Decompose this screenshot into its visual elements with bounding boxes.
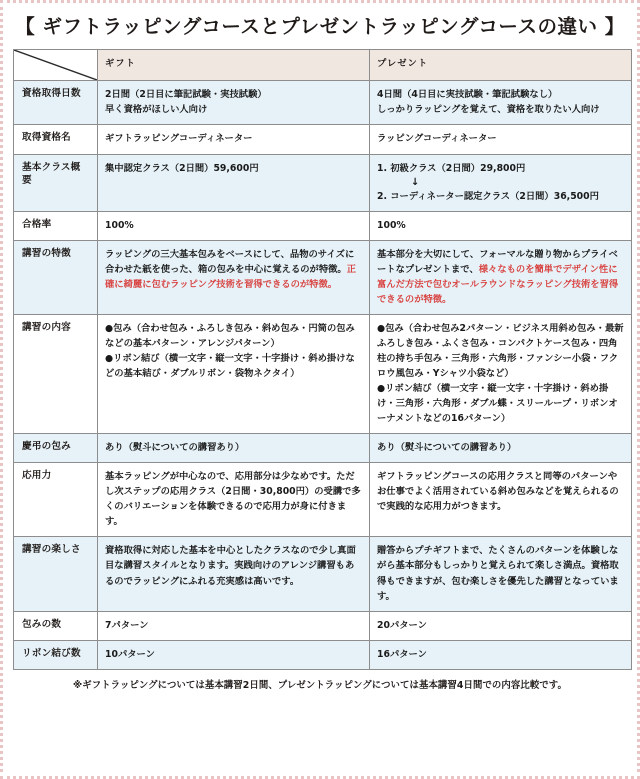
row-label: 包みの数 [14,611,98,640]
table-row [14,211,632,240]
cell-gift [98,81,370,125]
table-row [14,434,632,463]
cell-text: 20パターン [377,619,427,631]
column-header-gift: ギフト [98,50,370,81]
cell-text: 基本ラッピングが中心なので、応用部分は少なめです。ただし次ステップの応用クラス（2日間・30,800円）の受講で多くのバリエーションを体験できるので応用力が身に付きます。 [105,471,361,528]
cell-present [370,314,632,433]
cell-text: ●包み（合わせ包み2パターン・ビジネス用斜め包み・最新ふろしき包み・ふくさ包み・コンパクトケース包み・四角柱の持ち手包み・三角形・六角形・ファンシー小袋・フクロウ風包み・Yシャツ小袋など） [377,322,624,379]
table-row [14,537,632,611]
cell-gift [98,240,370,314]
cell-gift [98,434,370,463]
cell-text: 集中認定クラス（2日間）59,600円 [105,162,259,174]
table-row [14,611,632,640]
cell-present [370,611,632,640]
cell-text: 7パターン [105,619,149,631]
cell-text: 4日間（4日目に実技試験・筆記試験なし） [377,89,558,101]
table-row [14,125,632,154]
cell-gift [98,611,370,640]
cell-present [370,81,632,125]
cell-text: 16パターン [377,648,427,660]
row-label: 講習の特徴 [14,240,98,314]
row-label: 慶弔の包み [14,434,98,463]
cell-present [370,125,632,154]
course-comparison-table [13,49,632,669]
cell-gift [98,537,370,611]
cell-text: 基本部分を大切にして、フォーマルな贈り物からプライベートなプレゼントまで、様々なものを簡単でデザイン性に富んだ方法で包むオールラウンドなラッピング技術を習得できるのが特徴。 [377,248,619,305]
cell-text: 2. コーディネーター認定クラス（2日間）36,500円 [377,190,599,202]
row-label: 基本クラス概要 [14,154,98,211]
cell-text: 2日間（2日目に筆記試験・実技試験） [105,89,267,101]
cell-gift [98,640,370,669]
highlighted-text: 様々なものを簡単でデザイン性に富んだ方法で包むオールラウンドなラッピング技術を習得できるのが特徴。 [377,263,619,305]
row-label: リボン結び数 [14,640,98,669]
table-header-row [14,50,632,81]
table-row [14,154,632,211]
cell-text: あり（熨斗についての講習あり） [377,442,517,454]
cell-text: 早く資格がほしい人向け [105,104,208,116]
row-label: 資格取得日数 [14,81,98,125]
down-arrow-icon: ↓ [411,176,420,188]
cell-gift [98,154,370,211]
cell-present [370,154,632,211]
cell-present [370,537,632,611]
page-title: 【 ギフトラッピングコースとプレゼントラッピングコースの違い 】 [15,15,625,38]
row-label: 合格率 [14,211,98,240]
footnote: ※ギフトラッピングについては基本講習2日間、プレゼントラッピングについては基本講習4日間での内容比較です。 [73,679,567,691]
cell-text: 資格取得に対応した基本を中心としたクラスなので少し真面目な講習スタイルとなります。実践向けのアレンジ講習もあるのでラッピングにふれる充実感は高いです。 [105,545,356,587]
cell-text: 100% [377,219,406,231]
cell-present [370,463,632,537]
cell-gift [98,211,370,240]
cell-text: あり（熨斗についての講習あり） [105,442,245,454]
highlighted-text: 正確に綺麗に包むラッピング技術を習得できるのが特徴。 [105,263,357,290]
cell-text: ●リボン結び（横一文字・縦一文字・十字掛け・斜め掛けなどの基本結び・ダブルリボン・袋物ネクタイ） [105,352,355,379]
cell-text: 100% [105,219,134,231]
table-header [14,50,632,81]
diagonal-corner-cell [14,50,98,81]
table-row [14,240,632,314]
cell-text: 10パターン [105,648,155,660]
cell-present [370,240,632,314]
cell-text: ギフトラッピングコーディネーター [105,133,253,145]
cell-text: 贈答からプチギフトまで、たくさんのパターンを体験しながら基本部分もしっかりと覚えられて楽しさ満点。資格取得もできますが、包む楽しさを優先した講習となっています。 [377,545,619,602]
table-row [14,640,632,669]
cell-gift [98,125,370,154]
table-row [14,463,632,537]
cell-present [370,640,632,669]
cell-present [370,211,632,240]
cell-text: ●包み（合わせ包み・ふろしき包み・斜め包み・円筒の包みなどの基本パターン・アレンジパターン） [105,322,355,349]
row-label: 応用力 [14,463,98,537]
column-header-present: プレゼント [370,50,632,81]
table-row [14,81,632,125]
cell-text: ●リボン結び（横一文字・縦一文字・十字掛け・斜め掛け・三角形・六角形・ダブル蝶・スリーループ・リボンオーナメントなどの16パターン） [377,383,618,425]
cell-text: 1. 初級クラス（2日間）29,800円 [377,162,526,174]
cell-text: ギフトラッピングコースの応用クラスと同等のパターンやお仕事でよく活用されている斜め包みなどを覚えられるので実践的な応用力がつきます。 [377,471,619,513]
cell-gift [98,314,370,433]
cell-text: しっかりラッピングを覚えて、資格を取りたい人向け [377,104,600,116]
row-label: 取得資格名 [14,125,98,154]
diagonal-slash-icon [14,50,97,80]
cell-present [370,434,632,463]
table-row [14,314,632,433]
cell-text: ラッピングの三大基本包みをベースにして、品物のサイズに合わせた紙を使った、箱の包みを中心に覚えるのが特徴。正確に綺麗に包むラッピング技術を習得できるのが特徴。 [105,248,357,290]
cell-text: ラッピングコーディネーター [377,133,497,145]
row-label: 講習の楽しさ [14,537,98,611]
row-label: 講習の内容 [14,314,98,433]
cell-gift [98,463,370,537]
table-body [14,81,632,669]
